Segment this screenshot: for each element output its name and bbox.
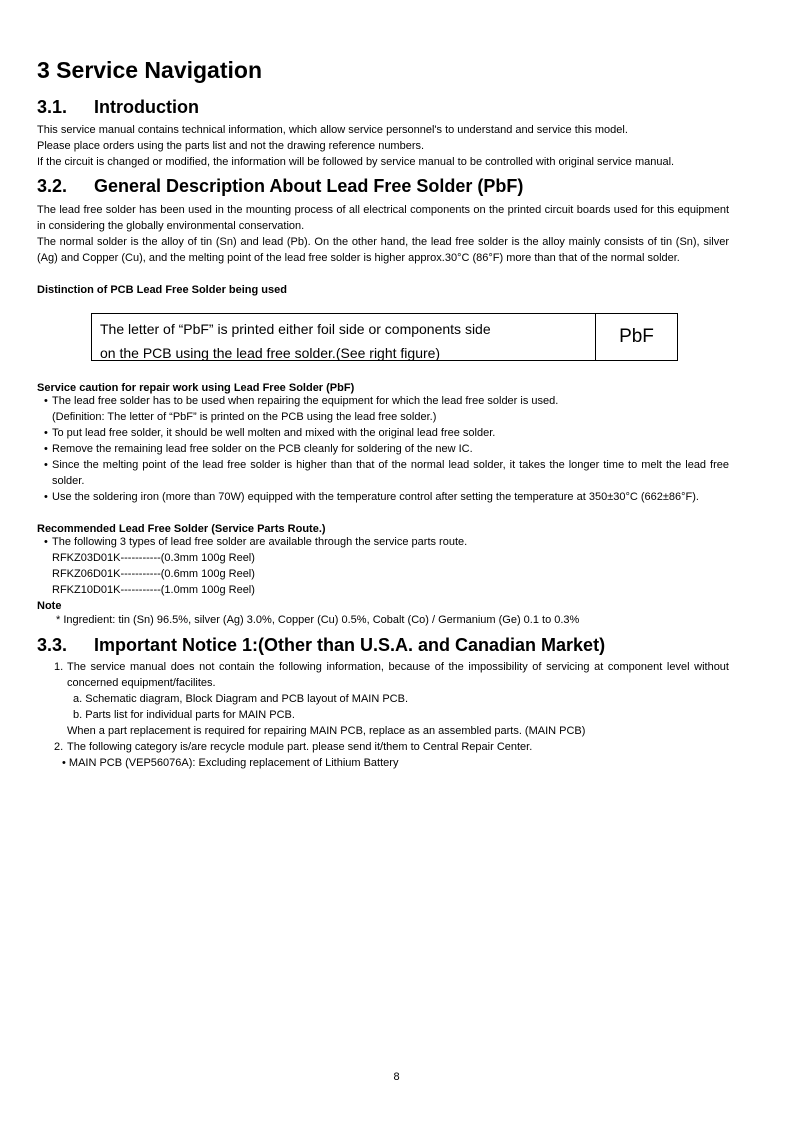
caution-text: The lead free solder has to be used when repairing the equipment for which the lead free solder is used. — [52, 395, 559, 407]
section-3-2-heading — [37, 176, 523, 197]
recommended-item — [44, 534, 729, 550]
caution-text: To put lead free solder, it should be well molten and mixed with the original lead free solder. — [52, 427, 496, 439]
bullet-mark: • — [44, 427, 48, 439]
distinction-heading: Distinction of PCB Lead Free Solder being used — [37, 284, 287, 296]
section-title: Introduction — [94, 97, 199, 117]
intro-line-3: If the circuit is changed or modified, the information will be followed by service manual to be controlled with original service manual. — [37, 156, 675, 168]
bullet-mark: • — [44, 443, 48, 455]
note-text: * Ingredient: tin (Sn) 96.5%, silver (Ag) 3.0%, Copper (Cu) 0.5%, Cobalt (Co) / Germanium (Ge) 0.1 to 0.3% — [56, 614, 580, 626]
solder-part: RFKZ03D01K-----------(0.3mm 100g Reel) — [52, 552, 255, 564]
notice-note: When a part replacement is required for repairing MAIN PCB, replace as an assembled parts. (MAIN PCB) — [67, 725, 586, 737]
caution-item — [44, 393, 729, 409]
solder-part: RFKZ10D01K-----------(1.0mm 100g Reel) — [52, 584, 255, 596]
section-number: 3.2. — [37, 176, 68, 196]
recommended-heading: Recommended Lead Free Solder (Service Parts Route.) — [37, 523, 326, 535]
pbf-box-text — [100, 317, 491, 365]
caution-item — [44, 441, 729, 457]
bullet-mark: • — [44, 536, 48, 548]
bullet-mark: • — [44, 395, 48, 407]
note-heading: Note — [37, 600, 62, 612]
page-number: 8 — [393, 1071, 400, 1083]
notice-subitem: b. Parts list for individual parts for MAIN PCB. — [73, 709, 295, 721]
pbf-mark-text: PbF — [619, 326, 654, 347]
pbf-mark — [596, 314, 677, 360]
pbf-box-line-1: The letter of “PbF” is printed either foil side or components side — [100, 321, 491, 337]
section-number: 3.3. — [37, 635, 68, 655]
page-title: 3 Service Navigation — [37, 57, 262, 83]
caution-item — [44, 457, 729, 489]
intro-line-1: This service manual contains technical information, which allow service personnel's to understand and service this model. — [37, 124, 628, 136]
item-number: 2. — [54, 741, 64, 753]
pbf-box-line-2: on the PCB using the lead free solder.(See right figure) — [100, 345, 441, 361]
caution-item — [44, 425, 729, 441]
section-3-3-heading — [37, 635, 605, 656]
bullet-mark: • — [44, 459, 48, 471]
lead-free-paragraph-1: The lead free solder has been used in the mounting process of all electrical components on the printed circuit boards used for this equipment in considering the globally environmental conservation. — [37, 204, 729, 232]
notice-text: The service manual does not contain the following information, because of the impossibility of servicing at component level without concerned equipment/facilites. — [67, 661, 729, 689]
caution-heading: Service caution for repair work using Lead Free Solder (PbF) — [37, 382, 355, 394]
caution-text: Use the soldering iron (more than 70W) equipped with the temperature control after setting the temperature at 350±30°C (662±86°F). — [52, 491, 699, 503]
pbf-notice-box — [91, 313, 678, 361]
item-number: 1. — [54, 661, 64, 673]
intro-line-2: Please place orders using the parts list and not the drawing reference numbers. — [37, 140, 425, 152]
solder-part: RFKZ06D01K-----------(0.6mm 100g Reel) — [52, 568, 255, 580]
lead-free-paragraph-2: The normal solder is the alloy of tin (Sn) and lead (Pb). On the other hand, the lead free solder is the alloy mainly consists of tin (Sn), silver (Ag) and Copper (Cu), and the melting point of the lead free solder is higher approx.30°C (86°F) more than that of the normal solder. — [37, 236, 729, 264]
section-3-1-heading — [37, 97, 199, 118]
section-number: 3.1. — [37, 97, 68, 117]
section-title: Important Notice 1:(Other than U.S.A. and Canadian Market) — [94, 635, 606, 655]
caution-text: Remove the remaining lead free solder on the PCB cleanly for soldering of the new IC. — [52, 443, 473, 455]
bullet-mark: • — [44, 491, 48, 503]
notice-subitem: • MAIN PCB (VEP56076A): Excluding replacement of Lithium Battery — [62, 757, 399, 769]
caution-text: Since the melting point of the lead free solder is higher than that of the normal lead solder, it takes the longer time to melt the lead free solder. — [52, 459, 729, 487]
notice-subitem: a. Schematic diagram, Block Diagram and PCB layout of MAIN PCB. — [73, 693, 409, 705]
caution-definition: (Definition: The letter of “PbF” is printed on the PCB using the lead free solder.) — [52, 411, 437, 423]
notice-item — [54, 739, 729, 755]
section-title: General Description About Lead Free Solder (PbF) — [94, 176, 524, 196]
caution-item — [44, 489, 729, 505]
notice-text: The following category is/are recycle module part. please send it/them to Central Repair Center. — [67, 741, 533, 753]
notice-item — [54, 659, 729, 691]
recommended-text: The following 3 types of lead free solder are available through the service parts route. — [52, 536, 468, 548]
